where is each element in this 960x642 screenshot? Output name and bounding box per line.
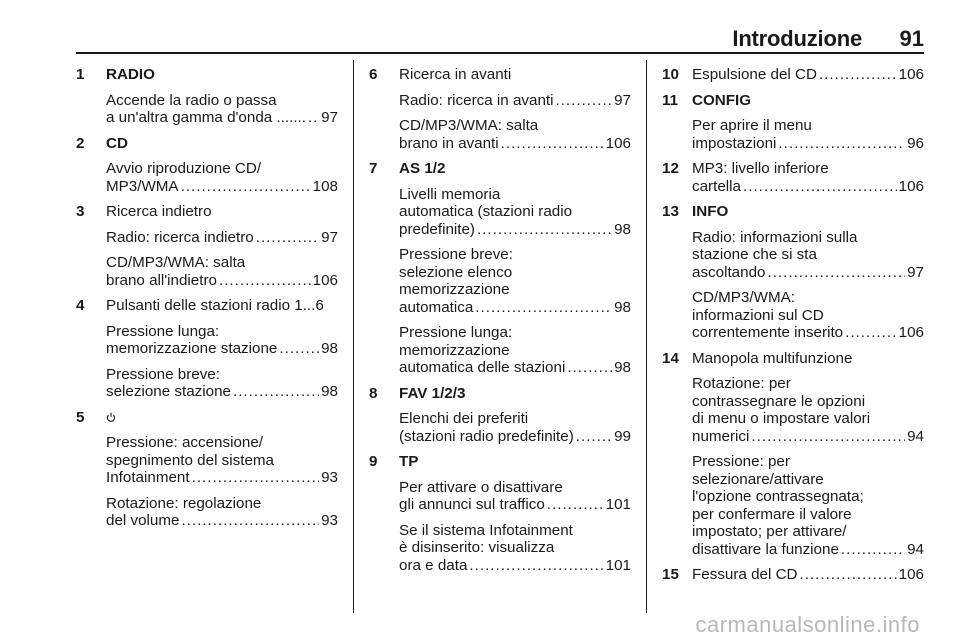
leader-dots: [743, 178, 897, 196]
entry-line: Pressione breve:: [399, 246, 513, 263]
entry-line: Pressione lunga:: [106, 322, 220, 340]
entry-line: contrassegnare le opzioni: [692, 392, 866, 410]
entry-description: [399, 246, 631, 316]
entry-line: MP3: livello inferiore: [692, 160, 829, 177]
entry-description: [106, 323, 338, 358]
header-rule: [76, 52, 924, 54]
entry-line: CD/MP3/WMA:: [692, 289, 795, 306]
page-ref: 96: [907, 134, 924, 152]
entry-line: di menu o impostare valori: [692, 410, 871, 427]
toc-leader-line: [692, 178, 924, 196]
entry-text: numerici: [692, 427, 750, 445]
toc-entry: [662, 566, 924, 584]
entry-text: selezione stazione: [106, 383, 231, 400]
toc-leader-line: [399, 359, 631, 377]
entry-line: selezionare/attivare: [692, 470, 824, 488]
page-header: [76, 26, 924, 52]
entry-line: spegnimento del sistema: [106, 451, 274, 469]
page-ref: 106: [898, 66, 924, 83]
toc-entry: [76, 297, 338, 401]
entry-text: ascoltando: [692, 263, 766, 281]
entry-line: Pressione: per: [692, 453, 790, 470]
page-ref: 97: [614, 91, 631, 109]
page-ref: 101: [605, 496, 631, 513]
toc-leader-line: [399, 135, 631, 153]
entry-heading: Ricerca indietro: [106, 203, 212, 220]
entry-number: 2: [76, 134, 85, 152]
entry-text: (stazioni radio predefinite): [399, 427, 574, 445]
entry-number: 9: [369, 453, 378, 470]
entry-line: Elenchi dei preferiti: [399, 410, 529, 427]
entry-description: [106, 434, 338, 487]
page-ref: 106: [605, 134, 631, 152]
page-title: Introduzione: [732, 26, 862, 51]
page-ref: 98: [614, 359, 631, 376]
entry-line: automatica (stazioni radio: [399, 203, 573, 220]
toc-entry: [76, 66, 338, 127]
page-ref: 94: [907, 427, 924, 445]
toc-leader-line: [692, 324, 924, 342]
page-ref: 97: [907, 263, 924, 281]
toc-leader-line: [399, 221, 631, 239]
leader-dots: [501, 135, 604, 153]
page-ref: 106: [898, 177, 924, 195]
toc-leader-line: [399, 496, 631, 514]
toc-leader-line: [692, 66, 924, 84]
toc-leader-line: [399, 299, 631, 317]
toc-entry: [369, 453, 631, 574]
entry-text: brano all'indietro: [106, 271, 217, 289]
entry-heading: Ricerca in avanti: [399, 66, 512, 83]
toc-entry: [76, 409, 338, 530]
entry-description: [399, 479, 631, 514]
entry-text: Fessura del CD: [692, 566, 798, 583]
entry-description: [692, 289, 924, 342]
page-ref: 98: [614, 298, 631, 316]
entry-description: [106, 160, 338, 195]
entry-number: 7: [369, 160, 378, 177]
entry-number: 12: [662, 160, 679, 177]
entry-text: MP3/WMA: [106, 177, 179, 195]
toc-entry: [662, 66, 924, 84]
watermark: carmanualsonline.info: [695, 612, 920, 637]
entry-text: brano in avanti: [399, 134, 499, 152]
leader-dots: [576, 428, 612, 446]
page-number: 91: [899, 26, 924, 51]
leader-dots: [475, 299, 612, 317]
entry-description: [399, 410, 631, 445]
entry-number: 3: [76, 203, 85, 220]
entry-text: automatica: [399, 298, 474, 316]
toc-leader-line: [106, 383, 338, 401]
entry-line: Pressione lunga:: [399, 324, 513, 341]
toc-leader-line: [399, 557, 631, 575]
entry-line: stazione che si sta: [692, 246, 817, 263]
entry-description: [399, 186, 631, 239]
entry-number: 14: [662, 349, 679, 367]
entry-description: [106, 229, 338, 247]
entry-text: Infotainment: [106, 469, 190, 486]
leader-dots: [778, 135, 905, 153]
leader-dots: [567, 359, 612, 377]
leader-dots: [219, 272, 311, 290]
entry-text: cartella: [692, 177, 741, 195]
column-divider: [353, 60, 354, 613]
leader-dots: [308, 109, 319, 127]
toc-leader-line: [692, 135, 924, 153]
entry-text: del volume: [106, 512, 180, 529]
leader-dots: [751, 428, 905, 446]
entry-text: ora e data: [399, 556, 468, 574]
entry-line: impostato; per attivare/: [692, 523, 847, 540]
page-ref: 93: [321, 469, 338, 486]
toc-leader-line: [399, 428, 631, 446]
toc-leader-line: [106, 340, 338, 358]
toc-leader-line: [692, 264, 924, 282]
toc-leader-line: [106, 178, 338, 196]
entry-line: è disinserito: visualizza: [399, 539, 555, 556]
entry-description: [106, 366, 338, 401]
entry-heading: CONFIG: [692, 91, 752, 109]
toc-leader-line: [692, 428, 924, 446]
entry-description: [399, 92, 631, 110]
column-2: [369, 66, 631, 574]
toc-entry: [369, 66, 631, 152]
entry-number: 15: [662, 566, 679, 583]
leader-dots: [469, 557, 603, 575]
entry-number: 6: [369, 66, 378, 83]
entry-line: Livelli memoria: [399, 185, 501, 203]
entry-description: [692, 229, 924, 282]
entry-heading: TP: [399, 453, 419, 470]
entry-text: impostazioni: [692, 134, 777, 152]
page-ref: 106: [312, 271, 338, 289]
toc-entry: [662, 92, 924, 153]
toc-entry: [662, 203, 924, 342]
entry-line: Rotazione: per: [692, 375, 791, 392]
leader-dots: [845, 324, 897, 342]
entry-text: memorizzazione stazione: [106, 340, 278, 357]
entry-heading: Pulsanti delle stazioni radio 1...6: [106, 297, 324, 314]
toc-entry: [76, 135, 338, 196]
entry-number: 1: [76, 66, 85, 83]
entry-text: disattivare la funzione: [692, 540, 839, 558]
entry-number: 4: [76, 297, 85, 314]
entry-description: [692, 375, 924, 445]
entry-description: [399, 324, 631, 377]
column-3: [662, 66, 924, 584]
leader-dots: [233, 383, 319, 401]
leader-dots: [256, 229, 319, 247]
entry-description: [399, 117, 631, 152]
entry-line: Accende la radio o passa: [106, 91, 277, 109]
entry-description: [399, 522, 631, 575]
toc-leader-line: [399, 92, 631, 110]
entry-number: 5: [76, 408, 85, 426]
leader-dots: [181, 512, 319, 530]
toc-leader-line: [692, 541, 924, 559]
entry-line: memorizzazione: [399, 281, 510, 298]
page-ref: 98: [321, 383, 338, 400]
page-ref: 98: [614, 220, 631, 238]
leader-dots: [841, 541, 905, 559]
toc-leader-line: [106, 512, 338, 530]
entry-line: l'opzione contrassegnata;: [692, 488, 864, 505]
power-icon: [106, 409, 338, 427]
entry-line: Per attivare o disattivare: [399, 478, 563, 496]
entry-line: Per aprire il menu: [692, 117, 812, 134]
entry-text: automatica delle stazioni: [399, 359, 566, 376]
entry-heading: INFO: [692, 203, 729, 220]
toc-entry: [662, 350, 924, 559]
entry-heading: CD: [106, 134, 128, 152]
entry-line: memorizzazione: [399, 341, 510, 359]
leader-dots: [819, 66, 897, 84]
page-ref: 108: [312, 177, 338, 195]
toc-leader-line: [692, 566, 924, 584]
leader-dots: [555, 92, 612, 110]
toc-leader-line: [106, 272, 338, 290]
toc-entry: [369, 160, 631, 377]
entry-line: Pressione breve:: [106, 365, 220, 383]
entry-text: Radio: ricerca indietro: [106, 228, 254, 246]
entry-line: Rotazione: regolazione: [106, 494, 262, 512]
entry-text: a un'altra gamma d'onda .......: [106, 109, 306, 126]
entry-line: Pressione: accensione/: [106, 434, 264, 451]
entry-number: 13: [662, 203, 679, 220]
entry-line: CD/MP3/WMA: salta: [399, 117, 539, 134]
toc-leader-line: [106, 229, 338, 247]
entry-line: CD/MP3/WMA: salta: [106, 254, 246, 271]
toc-entry: [76, 203, 338, 289]
entry-number: 11: [662, 91, 679, 109]
entry-text: Radio: ricerca in avanti: [399, 91, 554, 109]
entry-description: [106, 495, 338, 530]
entry-number: 10: [662, 66, 679, 83]
entry-line: selezione elenco: [399, 263, 513, 281]
entry-heading: FAV 1/2/3: [399, 384, 466, 402]
column-divider: [646, 60, 647, 613]
entry-text: Espulsione del CD: [692, 66, 817, 83]
leader-dots: [181, 178, 311, 196]
entry-line: Radio: informazioni sulla: [692, 228, 858, 246]
entry-number: 8: [369, 384, 378, 402]
entry-text: gli annunci sul traffico: [399, 496, 545, 513]
entry-description: [106, 92, 338, 127]
entry-heading: Manopola multifunzione: [692, 349, 853, 367]
entry-text: predefinite): [399, 220, 475, 238]
entry-line: informazioni sul CD: [692, 306, 824, 324]
page-ref: 98: [321, 340, 338, 357]
toc-leader-line: [106, 109, 338, 127]
entry-line: Avvio riproduzione CD/: [106, 160, 262, 177]
page-ref: 94: [907, 540, 924, 558]
toc-entry: [369, 385, 631, 446]
entry-description: [692, 117, 924, 152]
column-1: [76, 66, 338, 530]
page-ref: 97: [321, 228, 338, 246]
leader-dots: [800, 566, 897, 584]
entry-heading: AS 1/2: [399, 160, 446, 177]
page-ref: 101: [605, 556, 631, 574]
page-ref: 97: [321, 109, 338, 126]
entry-description: [692, 453, 924, 558]
toc-entry: [662, 160, 924, 195]
page-ref: 93: [321, 512, 338, 529]
entry-heading: RADIO: [106, 66, 155, 83]
entry-line: per confermare il valore: [692, 505, 852, 523]
leader-dots: [547, 496, 604, 514]
page-ref: 106: [898, 566, 924, 583]
leader-dots: [279, 340, 319, 358]
entry-description: [106, 254, 338, 289]
entry-line: Se il sistema Infotainment: [399, 521, 573, 539]
page-ref: 106: [898, 324, 924, 341]
leader-dots: [192, 469, 320, 487]
toc-leader-line: [106, 469, 338, 487]
leader-dots: [477, 221, 612, 239]
leader-dots: [767, 264, 905, 282]
entry-text: correntemente inserito: [692, 324, 844, 341]
page-ref: 99: [614, 427, 631, 445]
